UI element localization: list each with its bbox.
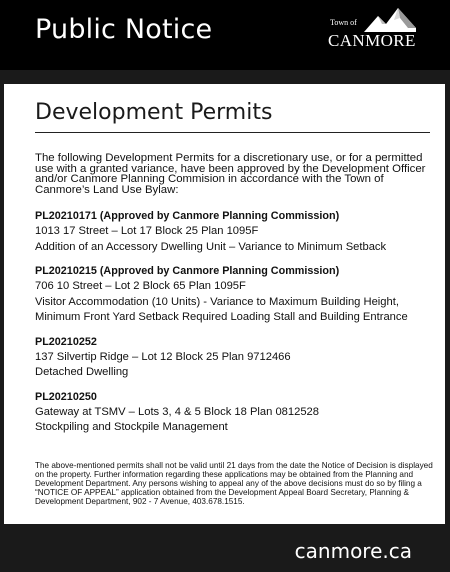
permit-id: PL20210252 [35,335,97,348]
town-logo [326,8,416,52]
permit-location: 137 Silvertip Ridge – Lot 12 Block 25 Plan 9712466 [35,350,291,363]
permit-item [35,209,439,255]
permit-id: PL20210171 (Approved by Canmore Planning Commission) [35,210,340,222]
page-title: Public Notice [35,14,213,45]
permit-location: 1013 17 Street – Lot 17 Block 25 Plan 1095F [35,225,259,237]
notice-panel [4,84,445,524]
permit-description: Stockpiling and Stockpile Management [35,421,228,433]
permit-list [35,209,439,445]
section-divider [35,132,430,133]
permit-location: 706 10 Street – Lot 2 Block 65 Plan 1095F [35,280,246,292]
permit-item [35,264,439,326]
permit-location: Gateway at TSMV – Lots 3, 4 & 5 Block 18 Plan 0812528 [35,405,320,418]
mountain-icon [364,6,416,32]
section-title: Development Permits [35,100,273,125]
permit-description: Visitor Accommodation (10 Units) - Variance to Maximum Building Height, Minimum Front Yard Setback Required Loading Stall and Building Entrance [35,295,408,323]
permit-id: PL20210250 [35,390,97,403]
intro-paragraph: The following Development Permits for a discretionary use, or for a permitted use with a granted variance, have been approved by the Development Officer and/or Canmore Planning Commision in accordance with the Town of Canmore’s Land Use Bylaw: [35,152,426,196]
permit-description: Detached Dwelling [35,366,129,378]
logo-canmore: CANMORE [328,31,416,50]
website-link[interactable]: canmore.ca [294,539,412,563]
appeal-footnote: The above-mentioned permits shall not be valid until 21 days from the date the Notice of Decision is displayed on the property. Further information regarding these applications may be obtained from the Planning and Development Department. Any persons wishing to appeal any of the above decisions must do so by filing a “NOTICE OF APPEAL” application obtained from the Development Appeal Board Secretary, Planning & Development Department, 902 - 7 Avenue, 403.678.1515. [35,461,433,506]
permit-item [35,390,439,436]
logo-town-of: Town of [330,18,357,27]
permit-item [35,335,439,381]
permit-description: Addition of an Accessory Dwelling Unit – Variance to Minimum Setback [35,240,387,253]
header-bar [0,0,450,70]
permit-id: PL20210215 (Approved by Canmore Planning Commission) [35,265,340,277]
